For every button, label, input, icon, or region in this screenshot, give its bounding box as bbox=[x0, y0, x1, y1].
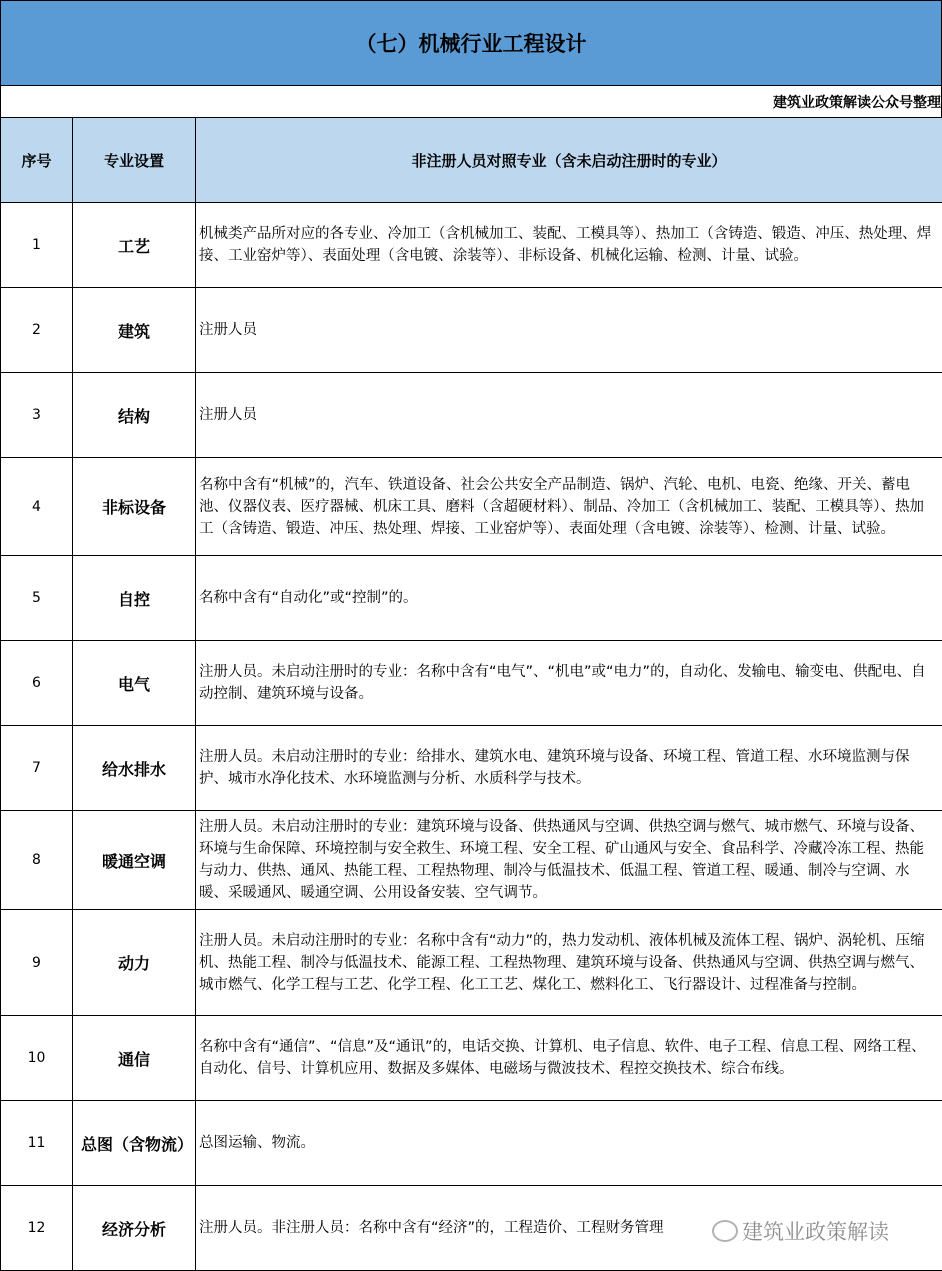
row-number: 5 bbox=[1, 556, 73, 641]
profession-name: 工艺 bbox=[73, 203, 196, 288]
profession-description: 注册人员。未启动注册时的专业：名称中含有“动力”的，热力发动机、液体机械及流体工程、锅炉、涡轮机、压缩机、热能工程、制冷与低温技术、能源工程、工程热物理、建筑环境与设备、供热通风与空调、供热空调与燃气、城市燃气、化学工程与工艺、化学工程、化工工艺、煤化工、燃料化工、飞行器设计、过程准备与控制。 bbox=[196, 910, 942, 1016]
profession-name: 结构 bbox=[73, 373, 196, 458]
profession-description: 名称中含有“机械”的，汽车、铁道设备、社会公共安全产品制造、锅炉、汽轮、电机、电瓷、绝缘、开关、蓄电池、仪器仪表、医疗器械、机床工具、磨料（含超硬材料）、制品、冷加工（含机械加工、装配、工模具等）、热加工（含铸造、锻造、冲压、热处理、焊接、工业窑炉等）、表面处理（含电镀、涂装等）、检测、计量、试验。 bbox=[196, 458, 942, 556]
profession-name: 动力 bbox=[73, 910, 196, 1016]
profession-description: 名称中含有“自动化”或“控制”的。 bbox=[196, 556, 942, 641]
watermark bbox=[712, 1216, 889, 1246]
wechat-icon bbox=[712, 1220, 738, 1242]
profession-description: 注册人员。未启动注册时的专业：名称中含有“电气”、“机电”或“电力”的，自动化、发输电、输变电、供配电、自动控制、建筑环境与设备。 bbox=[196, 641, 942, 726]
profession-description: 总图运输、物流。 bbox=[196, 1101, 942, 1186]
table-row bbox=[1, 556, 942, 641]
table-row bbox=[1, 1016, 942, 1101]
profession-description: 注册人员 bbox=[196, 373, 942, 458]
header-no: 序号 bbox=[1, 118, 73, 203]
profession-name: 电气 bbox=[73, 641, 196, 726]
row-number: 4 bbox=[1, 458, 73, 556]
table-row bbox=[1, 203, 942, 288]
profession-description: 注册人员 bbox=[196, 288, 942, 373]
table-header-row bbox=[1, 118, 942, 203]
row-number: 3 bbox=[1, 373, 73, 458]
watermark-text: 建筑业政策解读 bbox=[742, 1220, 889, 1244]
row-number: 7 bbox=[1, 726, 73, 811]
profession-name: 给水排水 bbox=[73, 726, 196, 811]
profession-name: 通信 bbox=[73, 1016, 196, 1101]
profession-name: 建筑 bbox=[73, 288, 196, 373]
table-row bbox=[1, 641, 942, 726]
row-number: 11 bbox=[1, 1101, 73, 1186]
table-row bbox=[1, 458, 942, 556]
header-nonregistered: 非注册人员对照专业（含未启动注册时的专业） bbox=[196, 118, 942, 203]
row-number: 9 bbox=[1, 910, 73, 1016]
source-note: 建筑业政策解读公众号整理 bbox=[0, 86, 942, 117]
profession-name: 经济分析 bbox=[73, 1186, 196, 1271]
table-row bbox=[1, 288, 942, 373]
profession-description: 注册人员。未启动注册时的专业：给排水、建筑水电、建筑环境与设备、环境工程、管道工程、水环境监测与保护、城市水净化技术、水环境监测与分析、水质科学与技术。 bbox=[196, 726, 942, 811]
profession-table bbox=[0, 117, 942, 1271]
profession-description: 注册人员。非注册人员：名称中含有“经济”的，工程造价、工程财务管理 bbox=[196, 1186, 942, 1271]
table-row bbox=[1, 726, 942, 811]
profession-name: 非标设备 bbox=[73, 458, 196, 556]
row-number: 12 bbox=[1, 1186, 73, 1271]
profession-description: 机械类产品所对应的各专业、冷加工（含机械加工、装配、工模具等）、热加工（含铸造、锻造、冲压、热处理、焊接、工业窑炉等）、表面处理（含电镀、涂装等）、非标设备、机械化运输、检测、计量、试验。 bbox=[196, 203, 942, 288]
table-title: （七）机械行业工程设计 bbox=[0, 0, 942, 86]
table-row bbox=[1, 910, 942, 1016]
profession-name: 暖通空调 bbox=[73, 811, 196, 910]
table-row bbox=[1, 373, 942, 458]
header-profession: 专业设置 bbox=[73, 118, 196, 203]
row-number: 1 bbox=[1, 203, 73, 288]
row-number: 6 bbox=[1, 641, 73, 726]
table-row bbox=[1, 811, 942, 910]
row-number: 2 bbox=[1, 288, 73, 373]
row-number: 10 bbox=[1, 1016, 73, 1101]
profession-description: 注册人员。未启动注册时的专业：建筑环境与设备、供热通风与空调、供热空调与燃气、城市燃气、环境与设备、环境与生命保障、环境控制与安全救生、环境工程、安全工程、矿山通风与安全、食品科学、冷藏冷冻工程、热能与动力、供热、通风、热能工程、工程热物理、制冷与低温技术、低温工程、管道工程、暖通、制冷与空调、水暖、采暖通风、暖通空调、公用设备安装、空气调节。 bbox=[196, 811, 942, 910]
profession-name: 总图（含物流） bbox=[73, 1101, 196, 1186]
row-number: 8 bbox=[1, 811, 73, 910]
table-row bbox=[1, 1101, 942, 1186]
profession-name: 自控 bbox=[73, 556, 196, 641]
profession-description: 名称中含有“通信”、“信息”及“通讯”的，电话交换、计算机、电子信息、软件、电子工程、信息工程、网络工程、自动化、信号、计算机应用、数据及多媒体、电磁场与微波技术、程控交换技术、综合布线。 bbox=[196, 1016, 942, 1101]
